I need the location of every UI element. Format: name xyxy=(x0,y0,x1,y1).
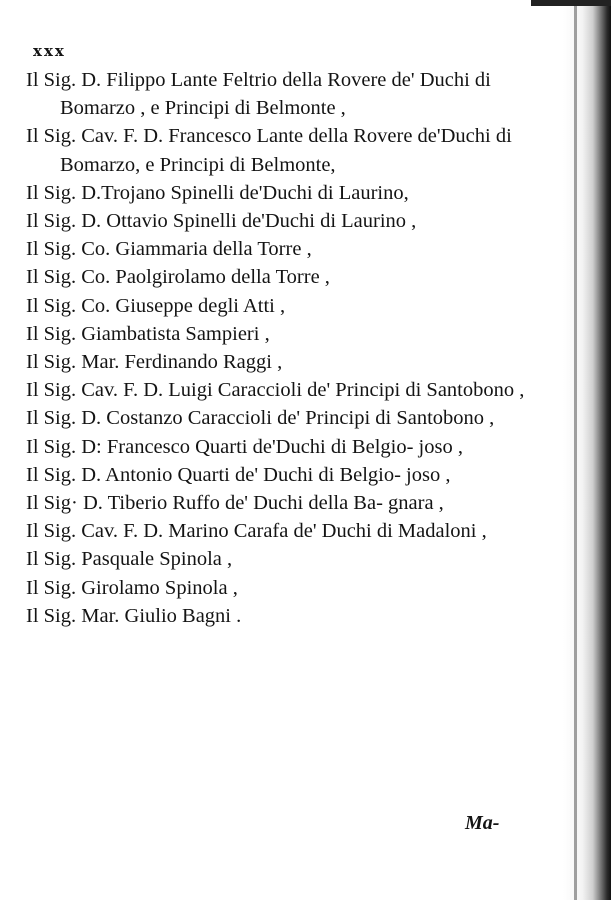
list-item: Il Sig. Cav. F. D. Marino Carafa de' Duchi di Madaloni , xyxy=(26,520,487,543)
name-list xyxy=(26,66,546,630)
list-item: Il Sig· D. Tiberio Ruffo de' Duchi della Ba- gnara , xyxy=(26,492,444,515)
list-item: Il Sig. Pasquale Spinola , xyxy=(26,548,233,571)
list-item: Il Sig. D.Trojano Spinelli de'Duchi di Laurino, xyxy=(26,181,409,204)
list-item: Il Sig. Cav. F. D. Luigi Caraccioli de' Principi di Santobono , xyxy=(26,379,525,402)
page-edge-shadow xyxy=(563,0,611,900)
catchword: Ma- xyxy=(465,812,500,834)
list-item: Il Sig. D. Ottavio Spinelli de'Duchi di Laurino , xyxy=(26,210,417,233)
page-number: xxx xyxy=(33,42,66,60)
list-item: Il Sig. Co. Giammaria della Torre , xyxy=(26,238,312,261)
list-item: Il Sig. D. Costanzo Caraccioli de' Principi di Santobono , xyxy=(26,407,495,430)
page-edge-line xyxy=(574,0,577,900)
list-item: Il Sig. D. Antonio Quarti de' Duchi di Belgio- joso , xyxy=(26,463,451,486)
page-corner-shadow xyxy=(531,0,611,6)
list-item: Il Sig. Girolamo Spinola , xyxy=(26,576,238,599)
list-item: Il Sig. Co. Paolgirolamo della Torre , xyxy=(26,266,330,289)
list-item: Il Sig. D: Francesco Quarti de'Duchi di Belgio- joso , xyxy=(26,435,463,458)
list-item: Il Sig. Mar. Giulio Bagni . xyxy=(26,604,242,627)
list-item: Il Sig. Giambatista Sampieri , xyxy=(26,322,270,345)
list-item: Il Sig. Co. Giuseppe degli Atti , xyxy=(26,294,286,317)
list-item: Il Sig. Mar. Ferdinando Raggi , xyxy=(26,351,283,374)
list-item: Il Sig. D. Filippo Lante Feltrio della Rovere de' Duchi di Bomarzo , e Principi di Belmonte , xyxy=(26,69,491,120)
list-item: Il Sig. Cav. F. D. Francesco Lante della Rovere de'Duchi di Bomarzo, e Principi di Belmonte, xyxy=(26,125,512,176)
